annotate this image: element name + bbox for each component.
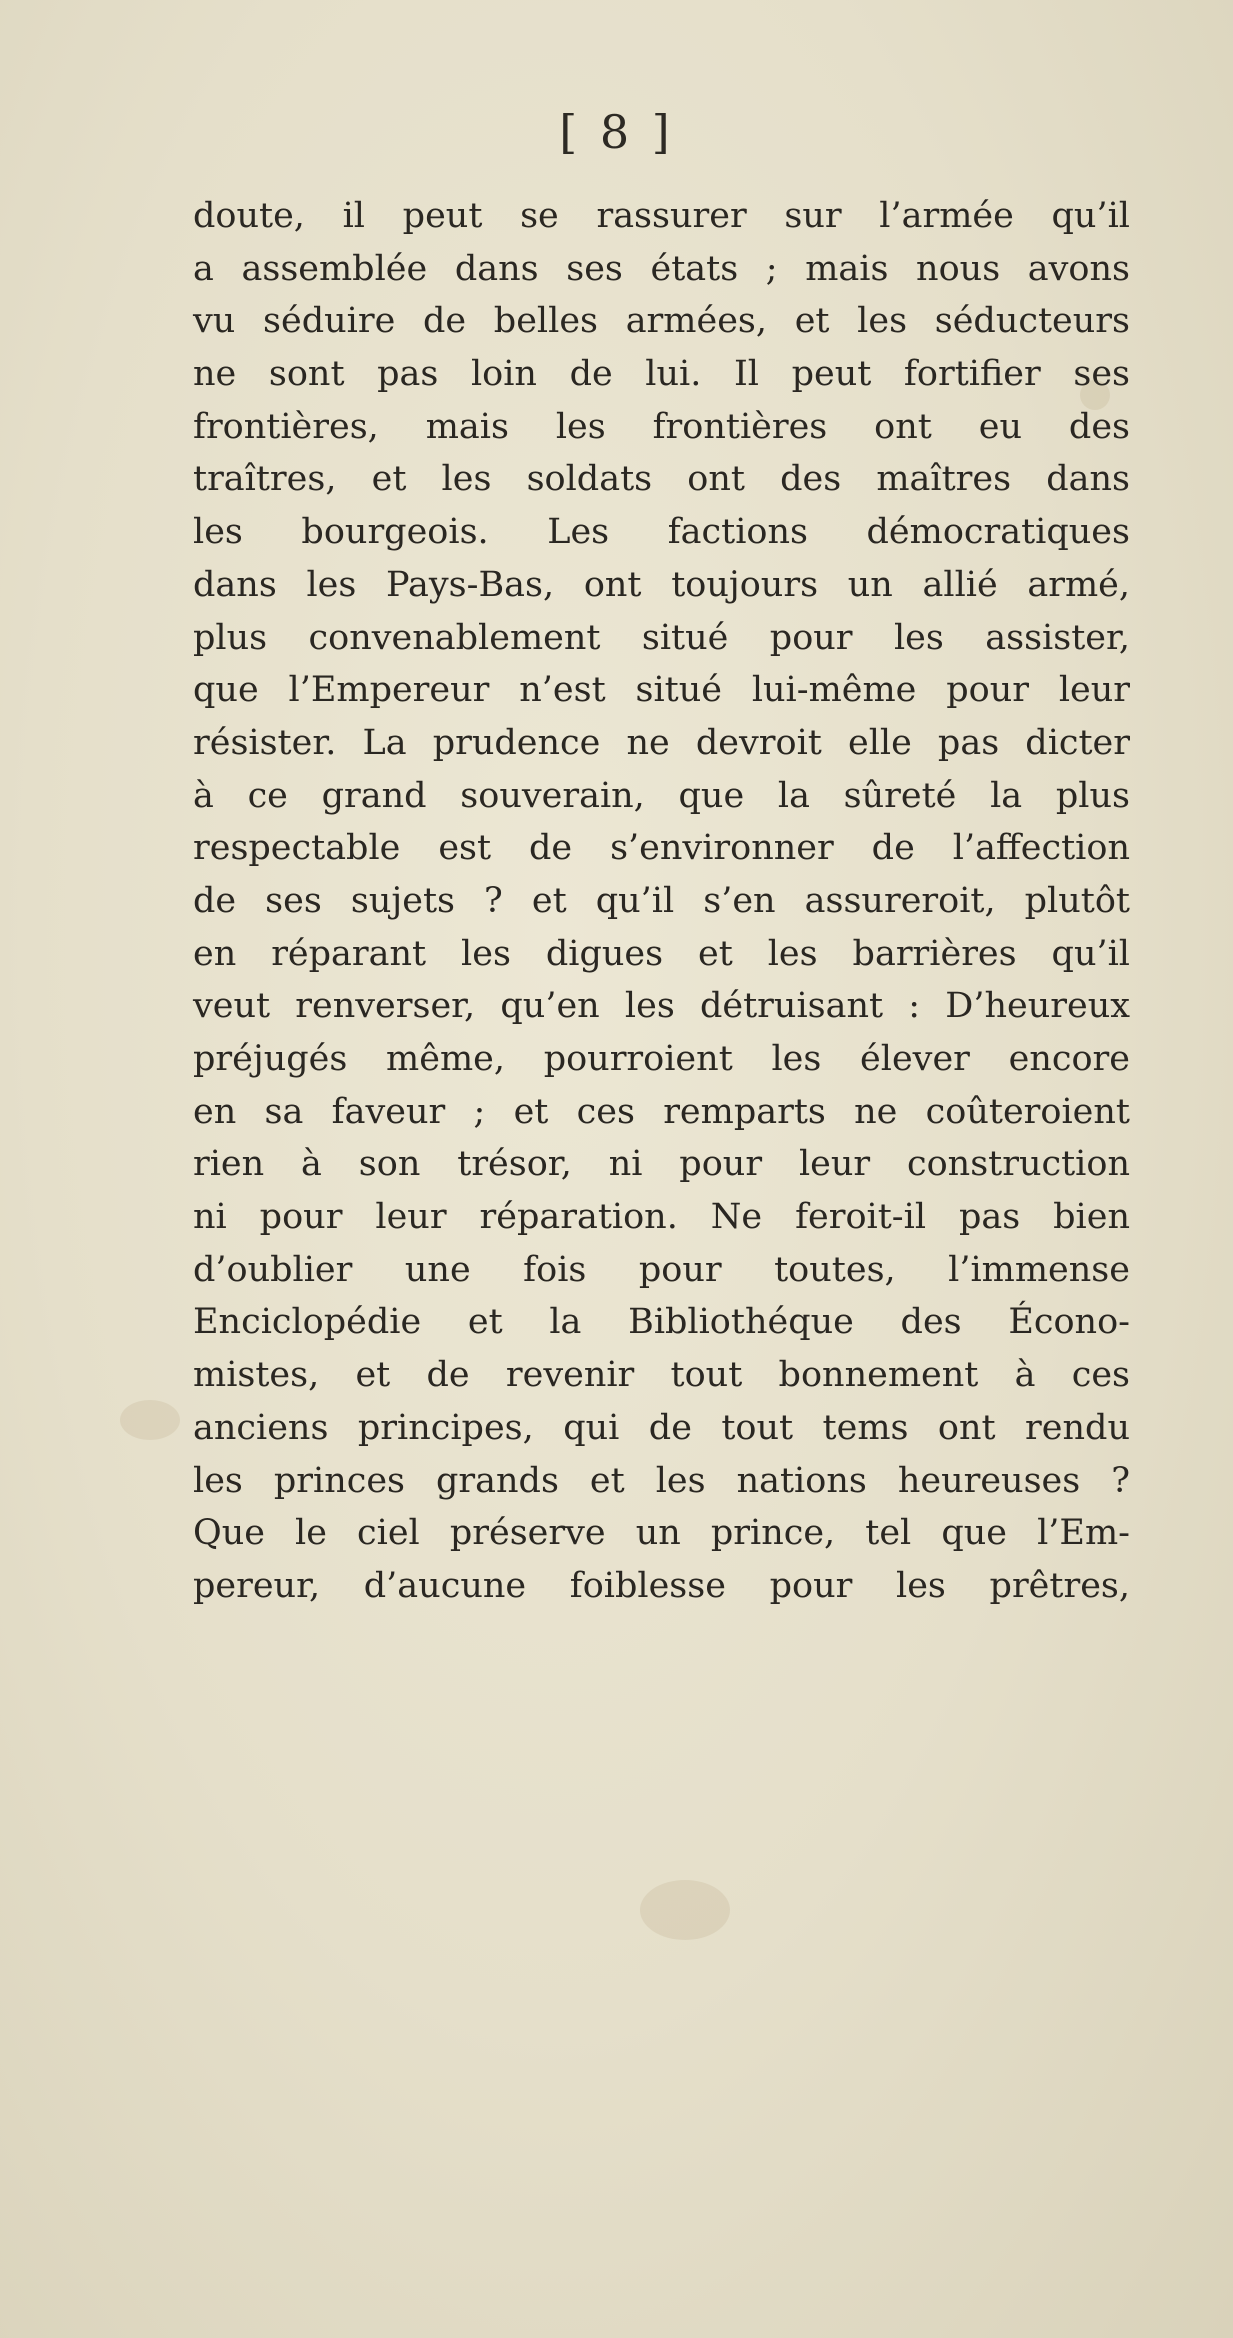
text-line: ni pour leur réparation. Ne feroit-il pas bien xyxy=(193,1197,1130,1238)
text-line: anciens principes, qui de tout tems ont rendu xyxy=(193,1407,1130,1448)
text-line: a assemblée dans ses états ; mais nous avons xyxy=(193,248,1130,289)
text-line: mistes, et de revenir tout bonnement à ces xyxy=(193,1355,1130,1396)
text-line: dans les Pays-Bas, ont toujours un allié armé, xyxy=(193,564,1130,605)
text-line: à ce grand souverain, que la sûreté la plus xyxy=(193,775,1130,816)
text-line: respectable est de s’environner de l’affection xyxy=(193,828,1130,869)
text-line: traîtres, et les soldats ont des maîtres dans xyxy=(193,459,1130,500)
text-line: d’oublier une fois pour toutes, l’immense xyxy=(193,1249,1130,1290)
text-line: rien à son trésor, ni pour leur construction xyxy=(193,1144,1130,1185)
text-line: préjugés même, pourroient les élever encore xyxy=(193,1039,1130,1079)
page-number: [ 8 ] xyxy=(559,105,674,159)
text-line: les bourgeois. Les factions démocratiques xyxy=(193,512,1130,553)
text-line: de ses sujets ? et qu’il s’en assureroit, plutôt xyxy=(193,880,1130,921)
text-line: pereur, d’aucune foiblesse pour les prêtres, xyxy=(193,1565,1130,1606)
text-line: en réparant les digues et les barrières qu’il xyxy=(193,933,1130,974)
text-line: que l’Empereur n’est situé lui-même pour leur xyxy=(193,670,1130,711)
text-line: plus convenablement situé pour les assister, xyxy=(193,617,1130,658)
text-line: les princes grands et les nations heureuses ? xyxy=(193,1460,1130,1501)
text-line: résister. La prudence ne devroit elle pas dicter xyxy=(193,722,1130,763)
text-line: veut renverser, qu’en les détruisant : D’heureux xyxy=(193,986,1130,1027)
text-line: vu séduire de belles armées, et les séducteurs xyxy=(193,301,1130,342)
text-line: doute, il peut se rassurer sur l’armée qu’il xyxy=(193,196,1130,236)
text-line: Enciclopédie et la Bibliothéque des Écono- xyxy=(193,1302,1130,1343)
text-line: en sa faveur ; et ces remparts ne coûteroient xyxy=(193,1091,1130,1132)
text-line: frontières, mais les frontières ont eu des xyxy=(193,406,1130,447)
text-line: Que le ciel préserve un prince, tel que l’Em- xyxy=(193,1513,1130,1554)
paper-stain xyxy=(640,1880,730,1940)
paper-stain xyxy=(120,1400,180,1440)
text-line: ne sont pas loin de lui. Il peut fortifier ses xyxy=(193,354,1130,395)
body-text xyxy=(193,190,1130,1613)
